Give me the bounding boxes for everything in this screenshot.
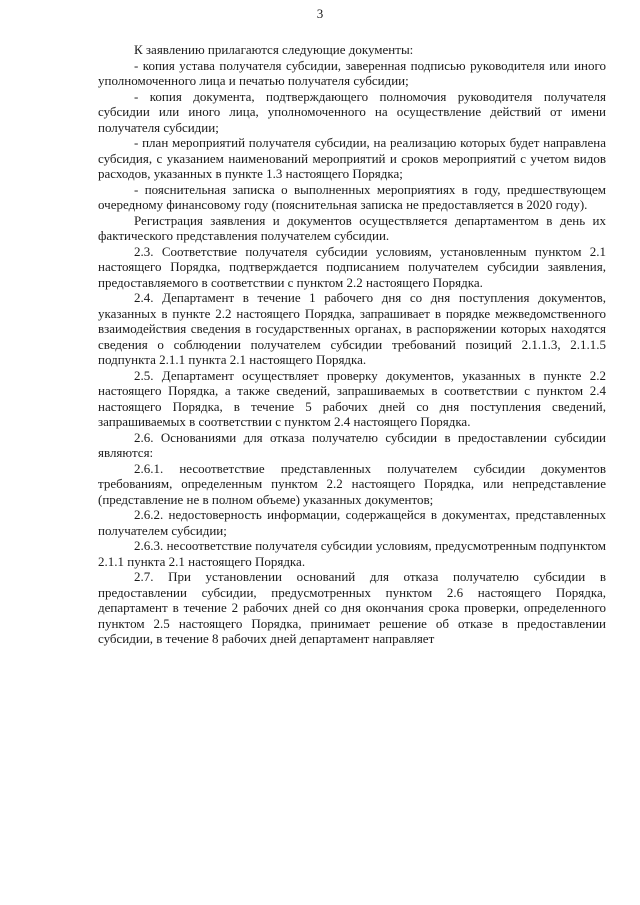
- paragraph-2-6-3: 2.6.3. несоответствие получателя субсидии условиям, предусмотренным подпунктом 2.1.1 пункта 2.1 настоящего Порядка.: [98, 538, 606, 569]
- list-item-charter-copy: - копия устава получателя субсидии, заверенная подписью руководителя или иного уполномоченного лица и печатью получателя субсидии;: [98, 57, 606, 88]
- paragraph-2-5: 2.5. Департамент осуществляет проверку документов, указанных в пункте 2.2 настоящего Порядка, а также сведений, запрашиваемых в соответствии с пунктом 2.4 настоящего Порядка, в течение 5 рабочих дней со дня поступления сведений, запрашиваемых в соответствии с пунктом 2.4 настоящего Порядка.: [98, 367, 606, 429]
- paragraph-2-6-2: 2.6.2. недостоверность информации, содержащейся в документах, представленных получателем субсидии;: [98, 507, 606, 538]
- paragraph-attachments-intro: К заявлению прилагаются следующие документы:: [134, 42, 414, 57]
- paragraph-2-6-1: 2.6.1. несоответствие представленных получателем субсидии документов требованиям, определенным пунктом 2.2 настоящего Порядка, или непредставление (представление не в полном объеме) указанных документов;: [98, 460, 606, 507]
- paragraph-2-7: 2.7. При установлении оснований для отказа получателю субсидии в предоставлении субсидии, предусмотренных пунктом 2.6 настоящего Порядка, департамент в течение 2 рабочих дней со дня окончания срока проверки, определенного пунктом 2.5 настоящего Порядка, принимает решение об отказе в предоставлении субсидии, в течение 8 рабочих дней департамент направляет: [98, 569, 606, 646]
- paragraph-2-3: 2.3. Соответствие получателя субсидии условиям, установленным пунктом 2.1 настоящего Порядка, подтверждается подписанием получателем субсидии заявления, предоставляемого в соответствии с пунктом 2.2 настоящего Порядка.: [98, 243, 606, 290]
- paragraph-registration: Регистрация заявления и документов осуществляется департаментом в день их фактического представления получателем субсидии.: [98, 212, 606, 243]
- list-item-explanatory-note: - пояснительная записка о выполненных мероприятиях в году, предшествующем очередному финансовому году (пояснительная записка не предоставляется в 2020 году).: [98, 181, 606, 212]
- list-item-activity-plan: - план мероприятий получателя субсидии, на реализацию которых будет направлена субсидия, с указанием наименований мероприятий и сроков мероприятий с учетом видов расходов, указанных в пункте 1.3 настоящего Порядка;: [98, 135, 606, 181]
- paragraph-2-4: 2.4. Департамент в течение 1 рабочего дня со дня поступления документов, указанных в пункте 2.2 настоящего Порядка, запрашивает в порядке межведомственного взаимодействия сведения в государственных органах, в распоряжении которых находятся сведения о соблюдении получателем субсидии требований позиций 2.1.1.3, 2.1.1.5 подпункта 2.1.1 пункта 2.1 настоящего Порядка.: [98, 290, 606, 367]
- page-number: 3: [316, 6, 324, 21]
- document-body: [98, 42, 606, 647]
- paragraph-2-6: 2.6. Основаниями для отказа получателю субсидии в предоставлении субсидии являются:: [98, 429, 606, 460]
- list-item-authority-document: - копия документа, подтверждающего полномочия руководителя получателя субсидии или иного лица, уполномоченного на осуществление действий от имени получателя субсидии;: [98, 88, 606, 135]
